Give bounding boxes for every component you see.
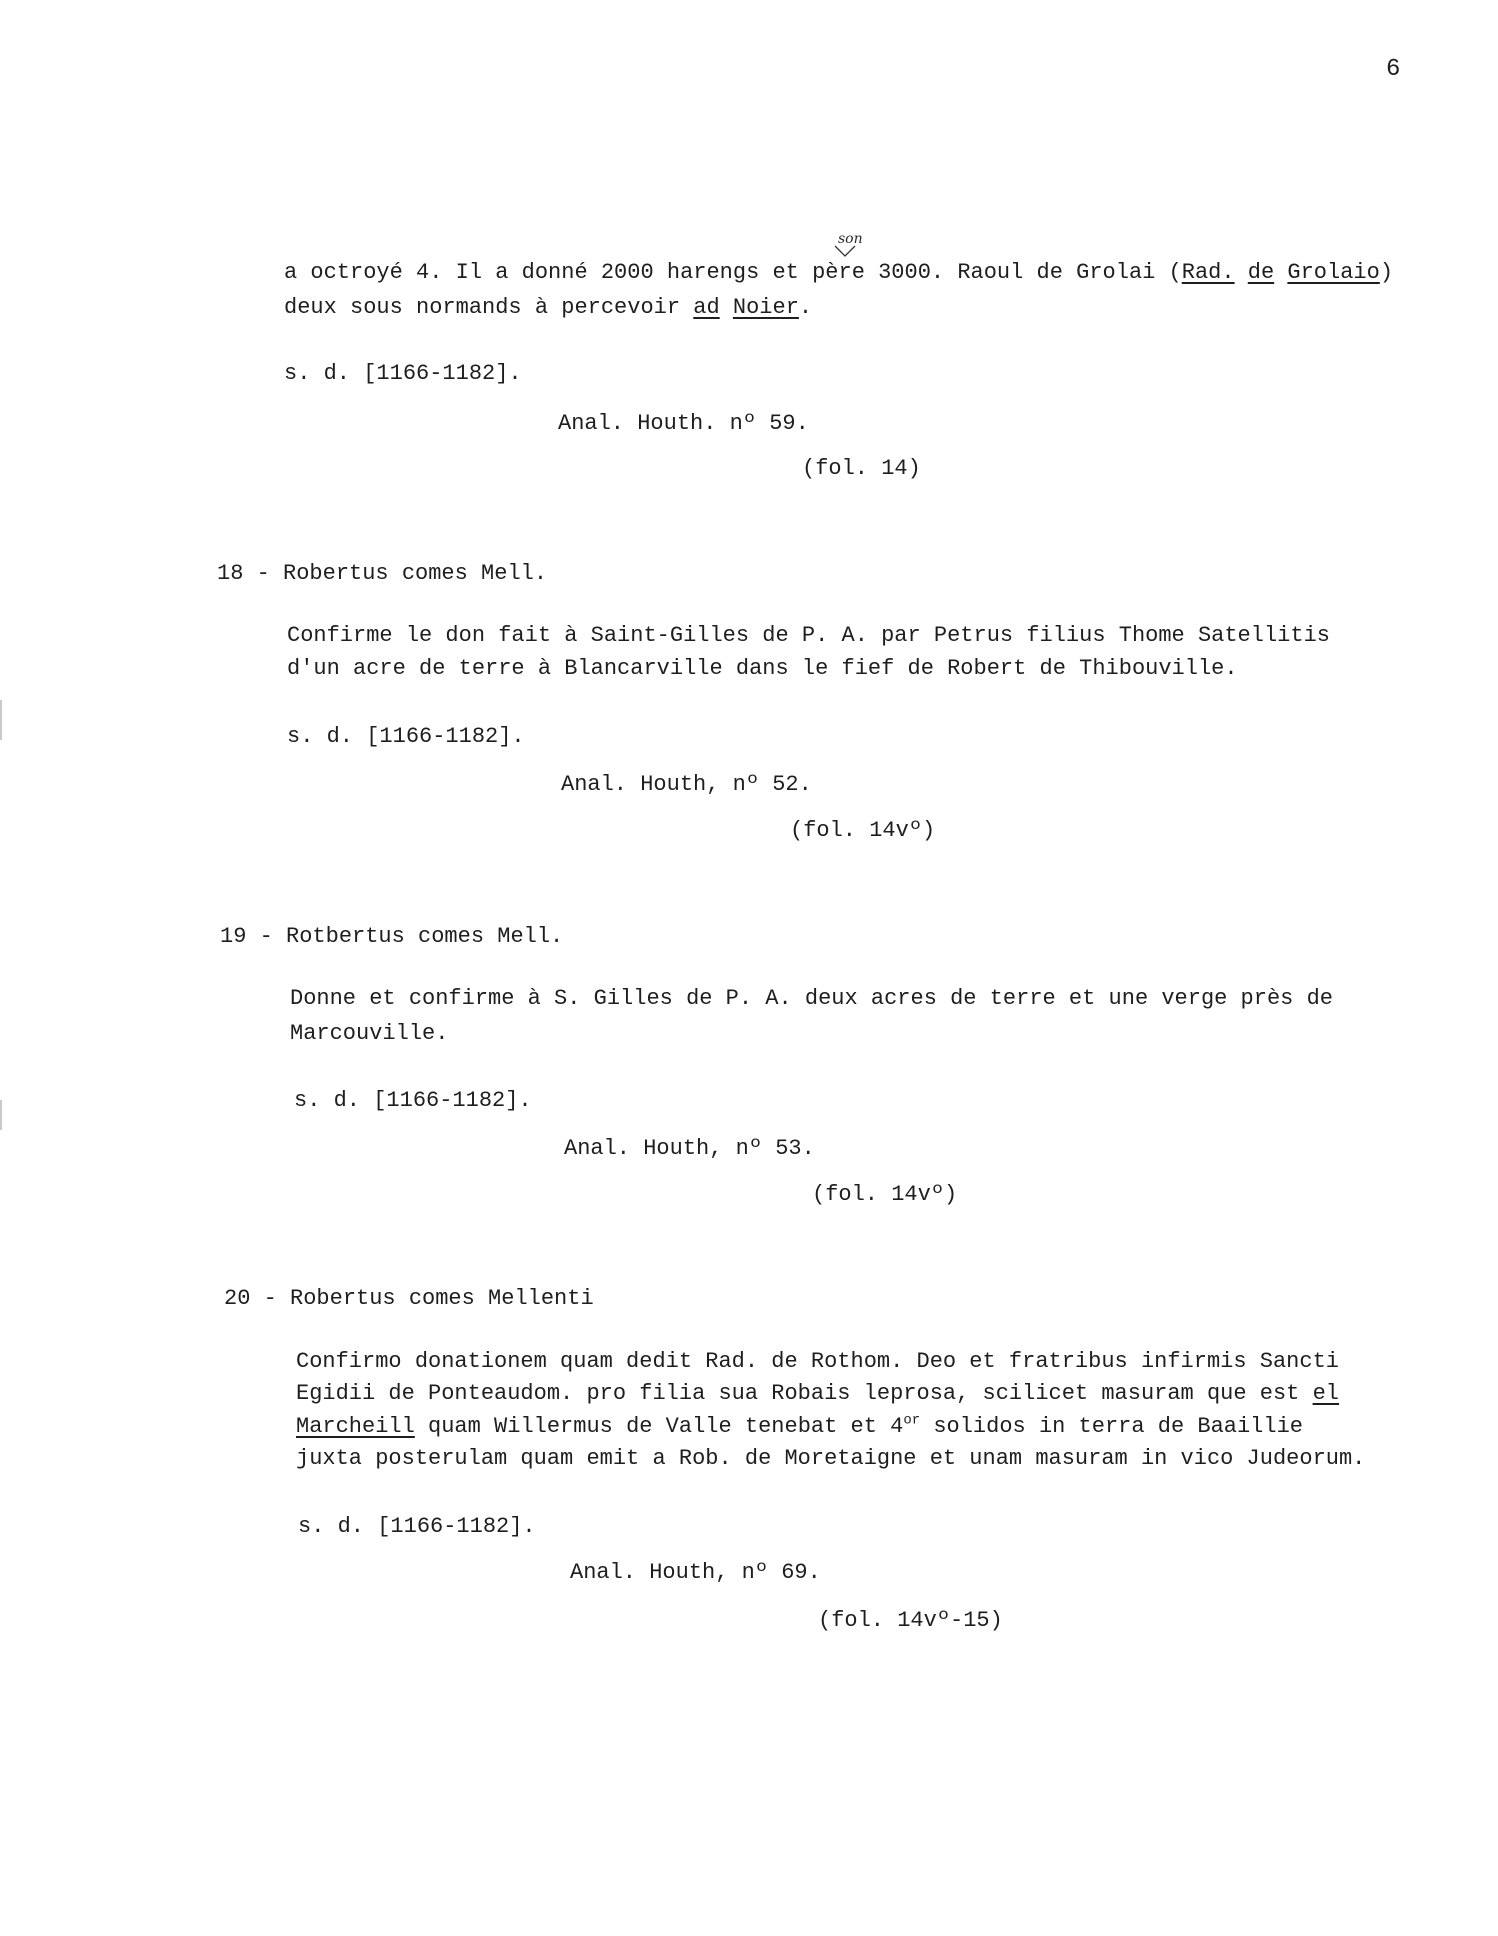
entry-18-reference: Anal. Houth, nº 52. (561, 772, 812, 797)
page-number: 6 (1386, 56, 1401, 83)
entry-20-line-2 (296, 1383, 1339, 1405)
entry-19-line-2: Marcouville. (290, 1021, 449, 1046)
entry-19-date: s. d. [1166-1182]. (294, 1088, 532, 1113)
line-text: a octroyé 4. Il a donné 2000 harengs et (284, 260, 799, 285)
line-text: ) (1379, 260, 1394, 285)
underlined-text: Noier (732, 295, 799, 320)
entry-20-date: s. d. [1166-1182]. (298, 1514, 536, 1539)
handwritten-correction: son (838, 231, 863, 247)
underlined-text: de (1247, 260, 1275, 285)
entry-18-heading: 18 - Robertus comes Mell. (217, 561, 548, 586)
entry-20-folio: (fol. 14vº-15) (818, 1608, 1003, 1633)
entry-20-line-1: Confirmo donationem quam dedit Rad. de Rothom. Deo et fratribus infirmis Sancti (296, 1349, 1339, 1374)
entry-19-folio: (fol. 14vº) (812, 1182, 958, 1207)
entry-19-heading: 19 - Rotbertus comes Mell. (220, 924, 564, 949)
underlined-text: el (1312, 1381, 1339, 1406)
superscript-text: or (903, 1412, 921, 1429)
entry-19-reference: Anal. Houth, nº 53. (564, 1136, 815, 1161)
entry-18-date: s. d. [1166-1182]. (287, 724, 525, 749)
continuation-line-2 (284, 297, 812, 319)
entry-19-line-1: Donne et confirme à S. Gilles de P. A. deux acres de terre et une verge près de (290, 986, 1333, 1011)
underlined-text: Rad. (1181, 260, 1235, 285)
continuation-folio: (fol. 14) (802, 456, 921, 481)
insertion-caret-mark (834, 244, 856, 258)
continuation-reference: Anal. Houth. nº 59. (558, 411, 809, 436)
entry-20-reference: Anal. Houth, nº 69. (570, 1560, 821, 1585)
line-text: . (798, 295, 813, 320)
entry-18-line-2: d'un acre de terre à Blancarville dans le fief de Robert de Thibouville. (287, 656, 1238, 681)
scan-artifact (0, 1100, 2, 1130)
line-text: quam Willermus de Valle tenebat et 4 (428, 1414, 904, 1439)
entry-20-line-4: juxta posterulam quam emit a Rob. de Moretaigne et unam masuram in vico Judeorum. (296, 1446, 1366, 1471)
scan-artifact (0, 700, 2, 740)
continuation-date: s. d. [1166-1182]. (284, 361, 522, 386)
continuation-line-1 (284, 262, 1393, 284)
underlined-text: ad (693, 295, 720, 320)
line-text: deux sous normands à percevoir (284, 295, 681, 320)
underlined-text: Marcheill (296, 1414, 415, 1439)
line-text: Egidii de Ponteaudom. pro filia sua Robais leprosa, scilicet masuram que est (296, 1381, 1300, 1406)
line-text: père 3000. Raoul de Grolai ( (812, 260, 1182, 285)
underlined-text: Grolaio (1287, 260, 1380, 285)
entry-18-line-1: Confirme le don fait à Saint-Gilles de P. A. par Petrus filius Thome Satellitis (287, 623, 1330, 648)
entry-20-line-3 (296, 1412, 1303, 1439)
entry-20-heading: 20 - Robertus comes Mellenti (224, 1286, 594, 1311)
line-text: solidos in terra de Baaillie (933, 1414, 1303, 1439)
entry-18-folio: (fol. 14vº) (790, 818, 936, 843)
